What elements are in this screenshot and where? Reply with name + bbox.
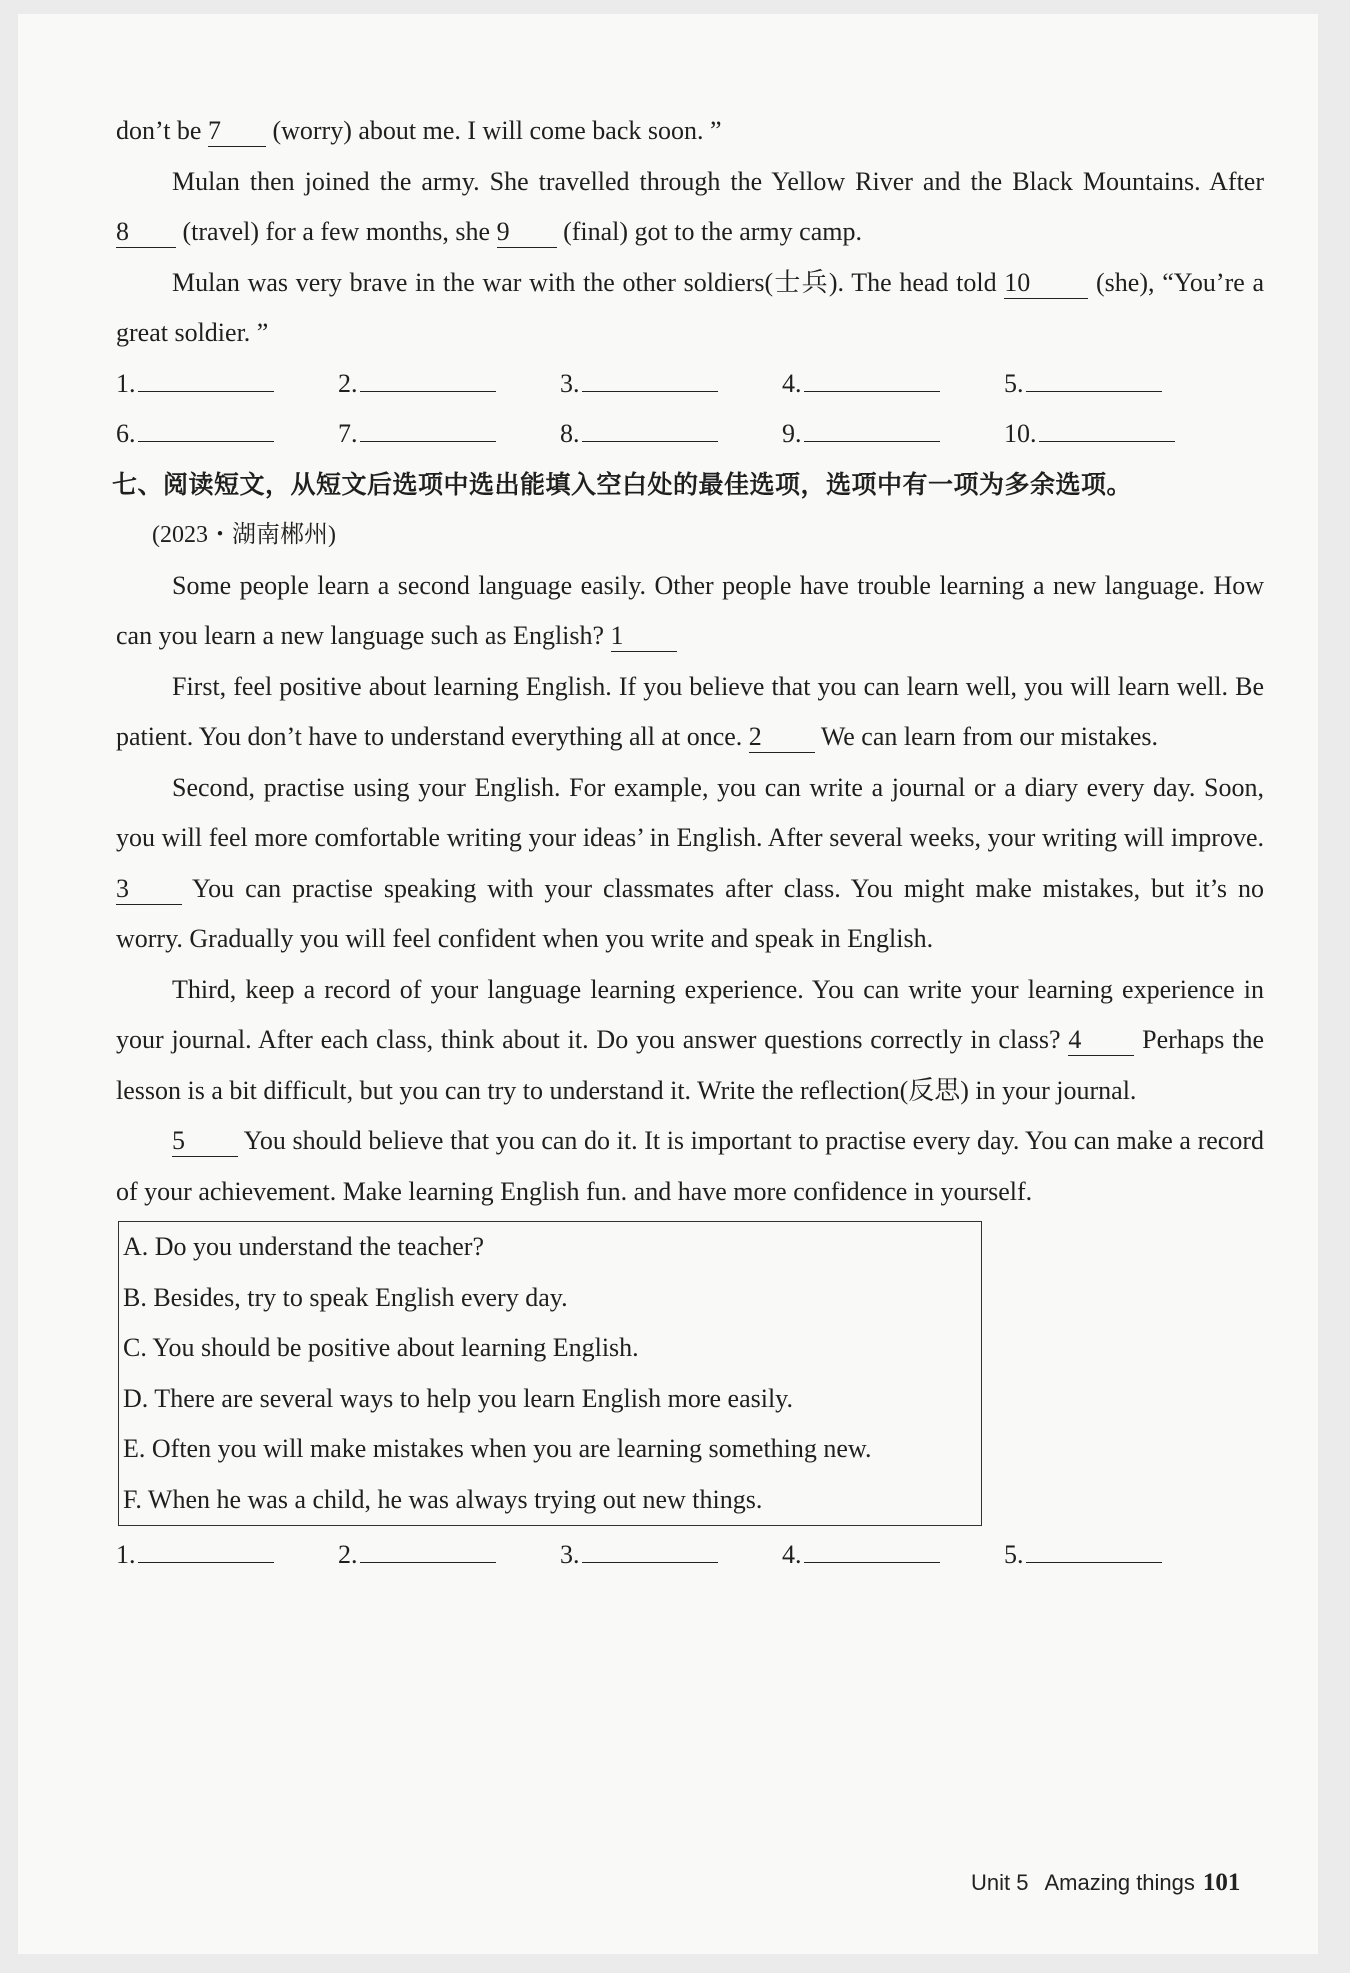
answer-slot[interactable] — [338, 359, 560, 410]
answer-line[interactable] — [360, 361, 496, 392]
text: Mulan was very brave in the war with the other soldiers(士兵). The head told — [172, 267, 997, 297]
answer-number: 1. — [116, 368, 136, 398]
answer-line[interactable] — [804, 1532, 940, 1563]
answer-slot[interactable] — [338, 409, 560, 460]
answer-line[interactable] — [582, 411, 718, 442]
passage6-paragraph-2 — [116, 157, 1264, 258]
answer-number: 3. — [560, 368, 580, 398]
answer-slot[interactable] — [116, 1530, 338, 1581]
answer-slot[interactable] — [560, 409, 782, 460]
answer-number: 8. — [560, 419, 580, 448]
text: Second, practise using your English. For example, you can write a journal or a diary every day. Soon, you will feel more comfortable writing your ideas’ in English. After several weeks, your writing will improve. — [116, 772, 1264, 852]
answer-line[interactable] — [138, 361, 274, 392]
footer-unit: Unit 5 — [971, 1870, 1029, 1895]
passage7-paragraph-4 — [116, 965, 1264, 1117]
answer-slot[interactable] — [1004, 359, 1226, 410]
page-footer — [971, 1869, 1240, 1897]
blank-5: 5 — [172, 1126, 238, 1157]
answer-row-2 — [116, 409, 1264, 460]
blank-4: 4 — [1068, 1025, 1134, 1056]
blank-9: 9 — [497, 217, 557, 248]
answer-line[interactable] — [1026, 1532, 1162, 1563]
answer-number: 7. — [338, 419, 358, 448]
answer-line[interactable] — [138, 1532, 274, 1563]
section-heading: 七、阅读短文，从短文后选项中选出能填入空白处的最佳选项，选项中有一项为多余选项。 — [112, 469, 1133, 499]
text: You can practise speaking with your classmates after class. You might make mistakes, but it’s no worry. Gradually you will feel confident when you write and speak in English. — [116, 873, 1264, 953]
option-d: D. There are several ways to help you learn English more easily. — [123, 1383, 793, 1413]
answer-line[interactable] — [1039, 411, 1175, 442]
answer-number: 2. — [338, 368, 358, 398]
option-f: F. When he was a child, he was always trying out new things. — [123, 1484, 763, 1514]
answer-number: 9. — [782, 419, 802, 448]
answer-line[interactable] — [804, 411, 940, 442]
blank-10: 10 — [1004, 268, 1088, 299]
blank-3: 3 — [116, 874, 182, 905]
passage7-paragraph-2 — [116, 662, 1264, 763]
answer-slot[interactable] — [560, 359, 782, 410]
answer-number: 5. — [1004, 368, 1024, 398]
passage6-paragraph-3 — [116, 258, 1264, 359]
footer-title: Amazing things — [1044, 1870, 1195, 1895]
text: Some people learn a second language easily. Other people have trouble learning a new language. How can you learn a new language such as English? — [116, 570, 1264, 650]
source-note: (2023・湖南郴州) — [152, 522, 336, 548]
answer-line[interactable] — [1026, 361, 1162, 392]
answer-slot[interactable] — [1004, 409, 1226, 460]
text: don’t be — [116, 116, 202, 145]
text: (she), “You’re a great soldier. ” — [116, 267, 1265, 347]
answer-number: 3. — [560, 1540, 580, 1569]
answer-number: 10. — [1004, 419, 1037, 448]
options-box — [118, 1221, 982, 1526]
text: Third, keep a record of your language learning experience. You can write your learning experience in your journal. After each class, think about it. Do you answer questions correctly in class? — [116, 974, 1264, 1054]
answer-row-1 — [116, 359, 1264, 410]
passage6-line1 — [116, 106, 1264, 157]
answer-row-section7 — [116, 1530, 1264, 1581]
blank-8: 8 — [116, 217, 176, 248]
text: First, feel positive about learning English. If you believe that you can learn well, you will learn well. Be patient. You don’t have to understand everything all at once. — [116, 671, 1264, 751]
page-number: 101 — [1202, 1869, 1241, 1896]
text: We can learn from our mistakes. — [820, 722, 1159, 751]
option-e: E. Often you will make mistakes when you are learning something new. — [123, 1434, 872, 1463]
passage7-paragraph-3 — [116, 763, 1264, 965]
answer-slot[interactable] — [782, 1530, 1004, 1581]
answer-slot[interactable] — [1004, 1530, 1226, 1581]
answer-number: 1. — [116, 1540, 136, 1569]
text: (final) got to the army camp. — [563, 217, 862, 246]
answer-line[interactable] — [360, 1532, 496, 1563]
answer-slot[interactable] — [782, 409, 1004, 460]
text: You should believe that you can do it. It is important to practise every day. You can make a record of your achievement. Make learning English fun. and have more confidence in yourself. — [116, 1126, 1264, 1206]
page-content — [112, 106, 1265, 1581]
answer-number: 2. — [338, 1540, 358, 1569]
answer-line[interactable] — [138, 411, 274, 442]
passage7-paragraph-5 — [116, 1116, 1264, 1217]
answer-number: 4. — [782, 368, 802, 398]
blank-7: 7 — [208, 116, 266, 147]
blank-1: 1 — [611, 621, 677, 652]
option-c: C. You should be positive about learning English. — [123, 1333, 639, 1362]
answer-slot[interactable] — [116, 409, 338, 460]
answer-slot[interactable] — [116, 359, 338, 410]
option-a: A. Do you understand the teacher? — [123, 1232, 484, 1261]
answer-line[interactable] — [582, 1532, 718, 1563]
passage7-paragraph-1 — [116, 561, 1264, 662]
text: Mulan then joined the army. She travelled through the Yellow River and the Black Mountains. After — [172, 166, 1264, 196]
answer-line[interactable] — [582, 361, 718, 392]
answer-number: 5. — [1004, 1540, 1024, 1569]
workbook-page — [18, 14, 1318, 1954]
answer-slot[interactable] — [782, 359, 1004, 410]
answer-number: 6. — [116, 419, 136, 448]
answer-line[interactable] — [804, 361, 940, 392]
blank-2: 2 — [749, 722, 815, 753]
answer-slot[interactable] — [338, 1530, 560, 1581]
text: (travel) for a few months, she — [182, 217, 491, 246]
text: Perhaps the lesson is a bit difficult, but you can try to understand it. Write the reflection(反思) in your journal. — [116, 1025, 1264, 1105]
answer-slot[interactable] — [560, 1530, 782, 1581]
option-b: B. Besides, try to speak English every day. — [123, 1282, 568, 1312]
answer-line[interactable] — [360, 411, 496, 442]
text: (worry) about me. I will come back soon. ” — [272, 116, 722, 145]
answer-number: 4. — [782, 1540, 802, 1569]
